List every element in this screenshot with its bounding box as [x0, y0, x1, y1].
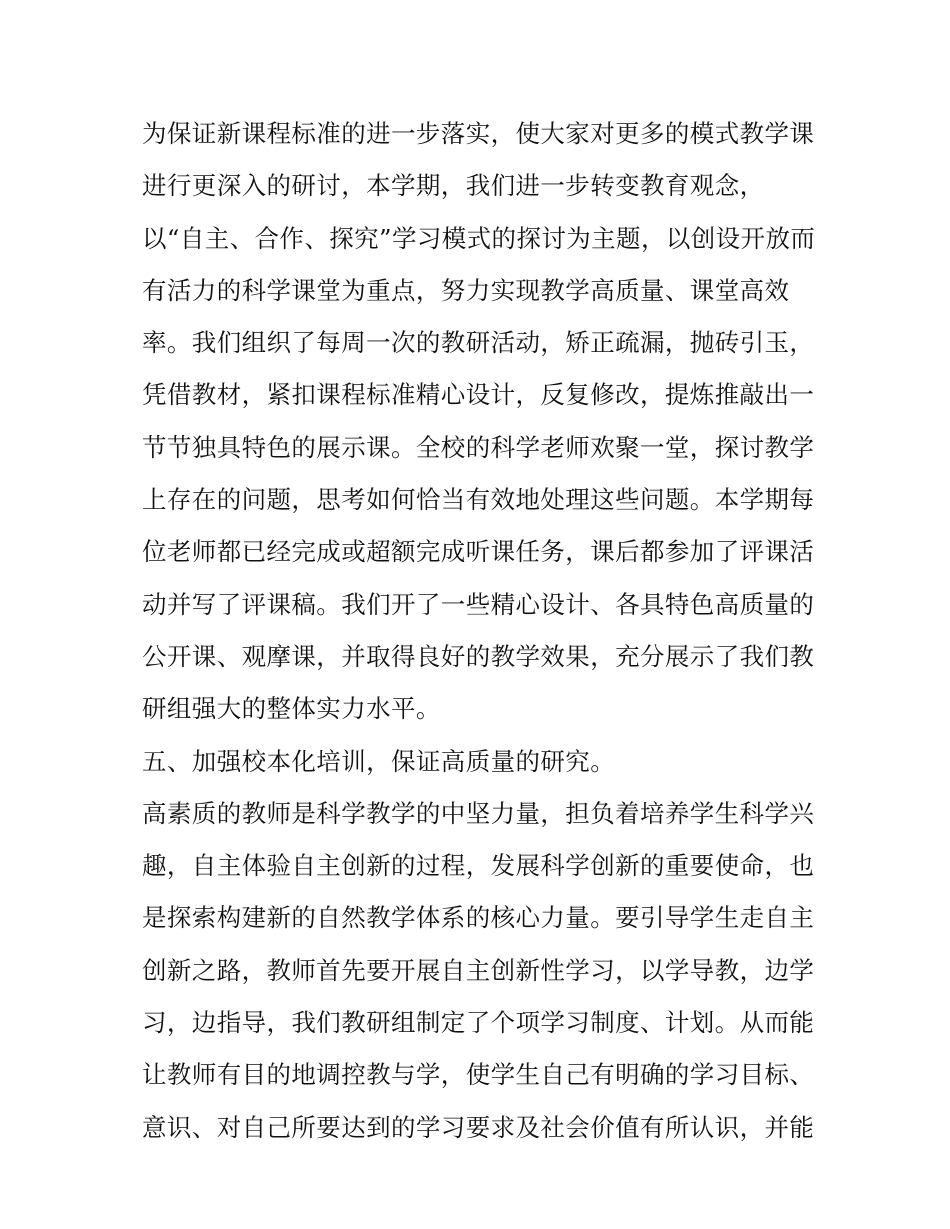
text-line: 趣，自主体验自主创新的过程，发展科学创新的重要使命，也 — [142, 851, 815, 881]
text-line: 上存在的问题，思考如何恰当有效地处理这些问题。本学期每 — [142, 485, 815, 515]
text-line: 创新之路，教师首先要开展自主创新性学习，以学导教，边学 — [142, 955, 815, 985]
text-line: 进行更深入的研讨，本学期，我们进一步转变教育观念， — [142, 171, 765, 201]
text-line: 让教师有目的地调控教与学，使学生自己有明确的学习目标、 — [142, 1060, 815, 1090]
text-line: 有活力的科学课堂为重点，努力实现教学高质量、课堂高效 — [142, 275, 790, 305]
text-line: 习，边指导，我们教研组制定了个项学习制度、计划。从而能 — [142, 1008, 815, 1038]
text-line: 为保证新课程标准的进一步落实，使大家对更多的模式教学课 — [142, 119, 815, 148]
text-line: 凭借教材，紧扣课程标准精心设计，反复修改，提炼推敲出一 — [142, 380, 815, 410]
text-line: 意识、对自己所要达到的学习要求及社会价值有所认识，并能 — [142, 1112, 815, 1142]
text-line: 节节独具特色的展示课。全校的科学老师欢聚一堂，探讨教学 — [142, 432, 815, 462]
text-line: 以“自主、合作、探究”学习模式的探讨为主题，以创设开放而 — [142, 223, 816, 253]
text-line: 率。我们组织了每周一次的教研活动，矫正疏漏，抛砖引玉， — [142, 328, 815, 358]
text-line: 动并写了评课稿。我们开了一些精心设计、各具特色高质量的 — [142, 589, 815, 619]
text-line: 公开课、观摩课，并取得良好的教学效果，充分展示了我们教 — [142, 641, 815, 671]
body-text — [142, 108, 822, 1154]
text-line: 是探索构建新的自然教学体系的核心力量。要引导学生走自主 — [142, 903, 815, 933]
text-line: 研组强大的整体实力水平。 — [142, 694, 441, 724]
section-heading: 五、加强校本化培训，保证高质量的研究。 — [142, 746, 616, 776]
text-line: 位老师都已经完成或超额完成听课任务，课后都参加了评课活 — [142, 537, 815, 567]
text-line: 高素质的教师是科学教学的中坚力量，担负着培养学生科学兴 — [142, 798, 815, 828]
